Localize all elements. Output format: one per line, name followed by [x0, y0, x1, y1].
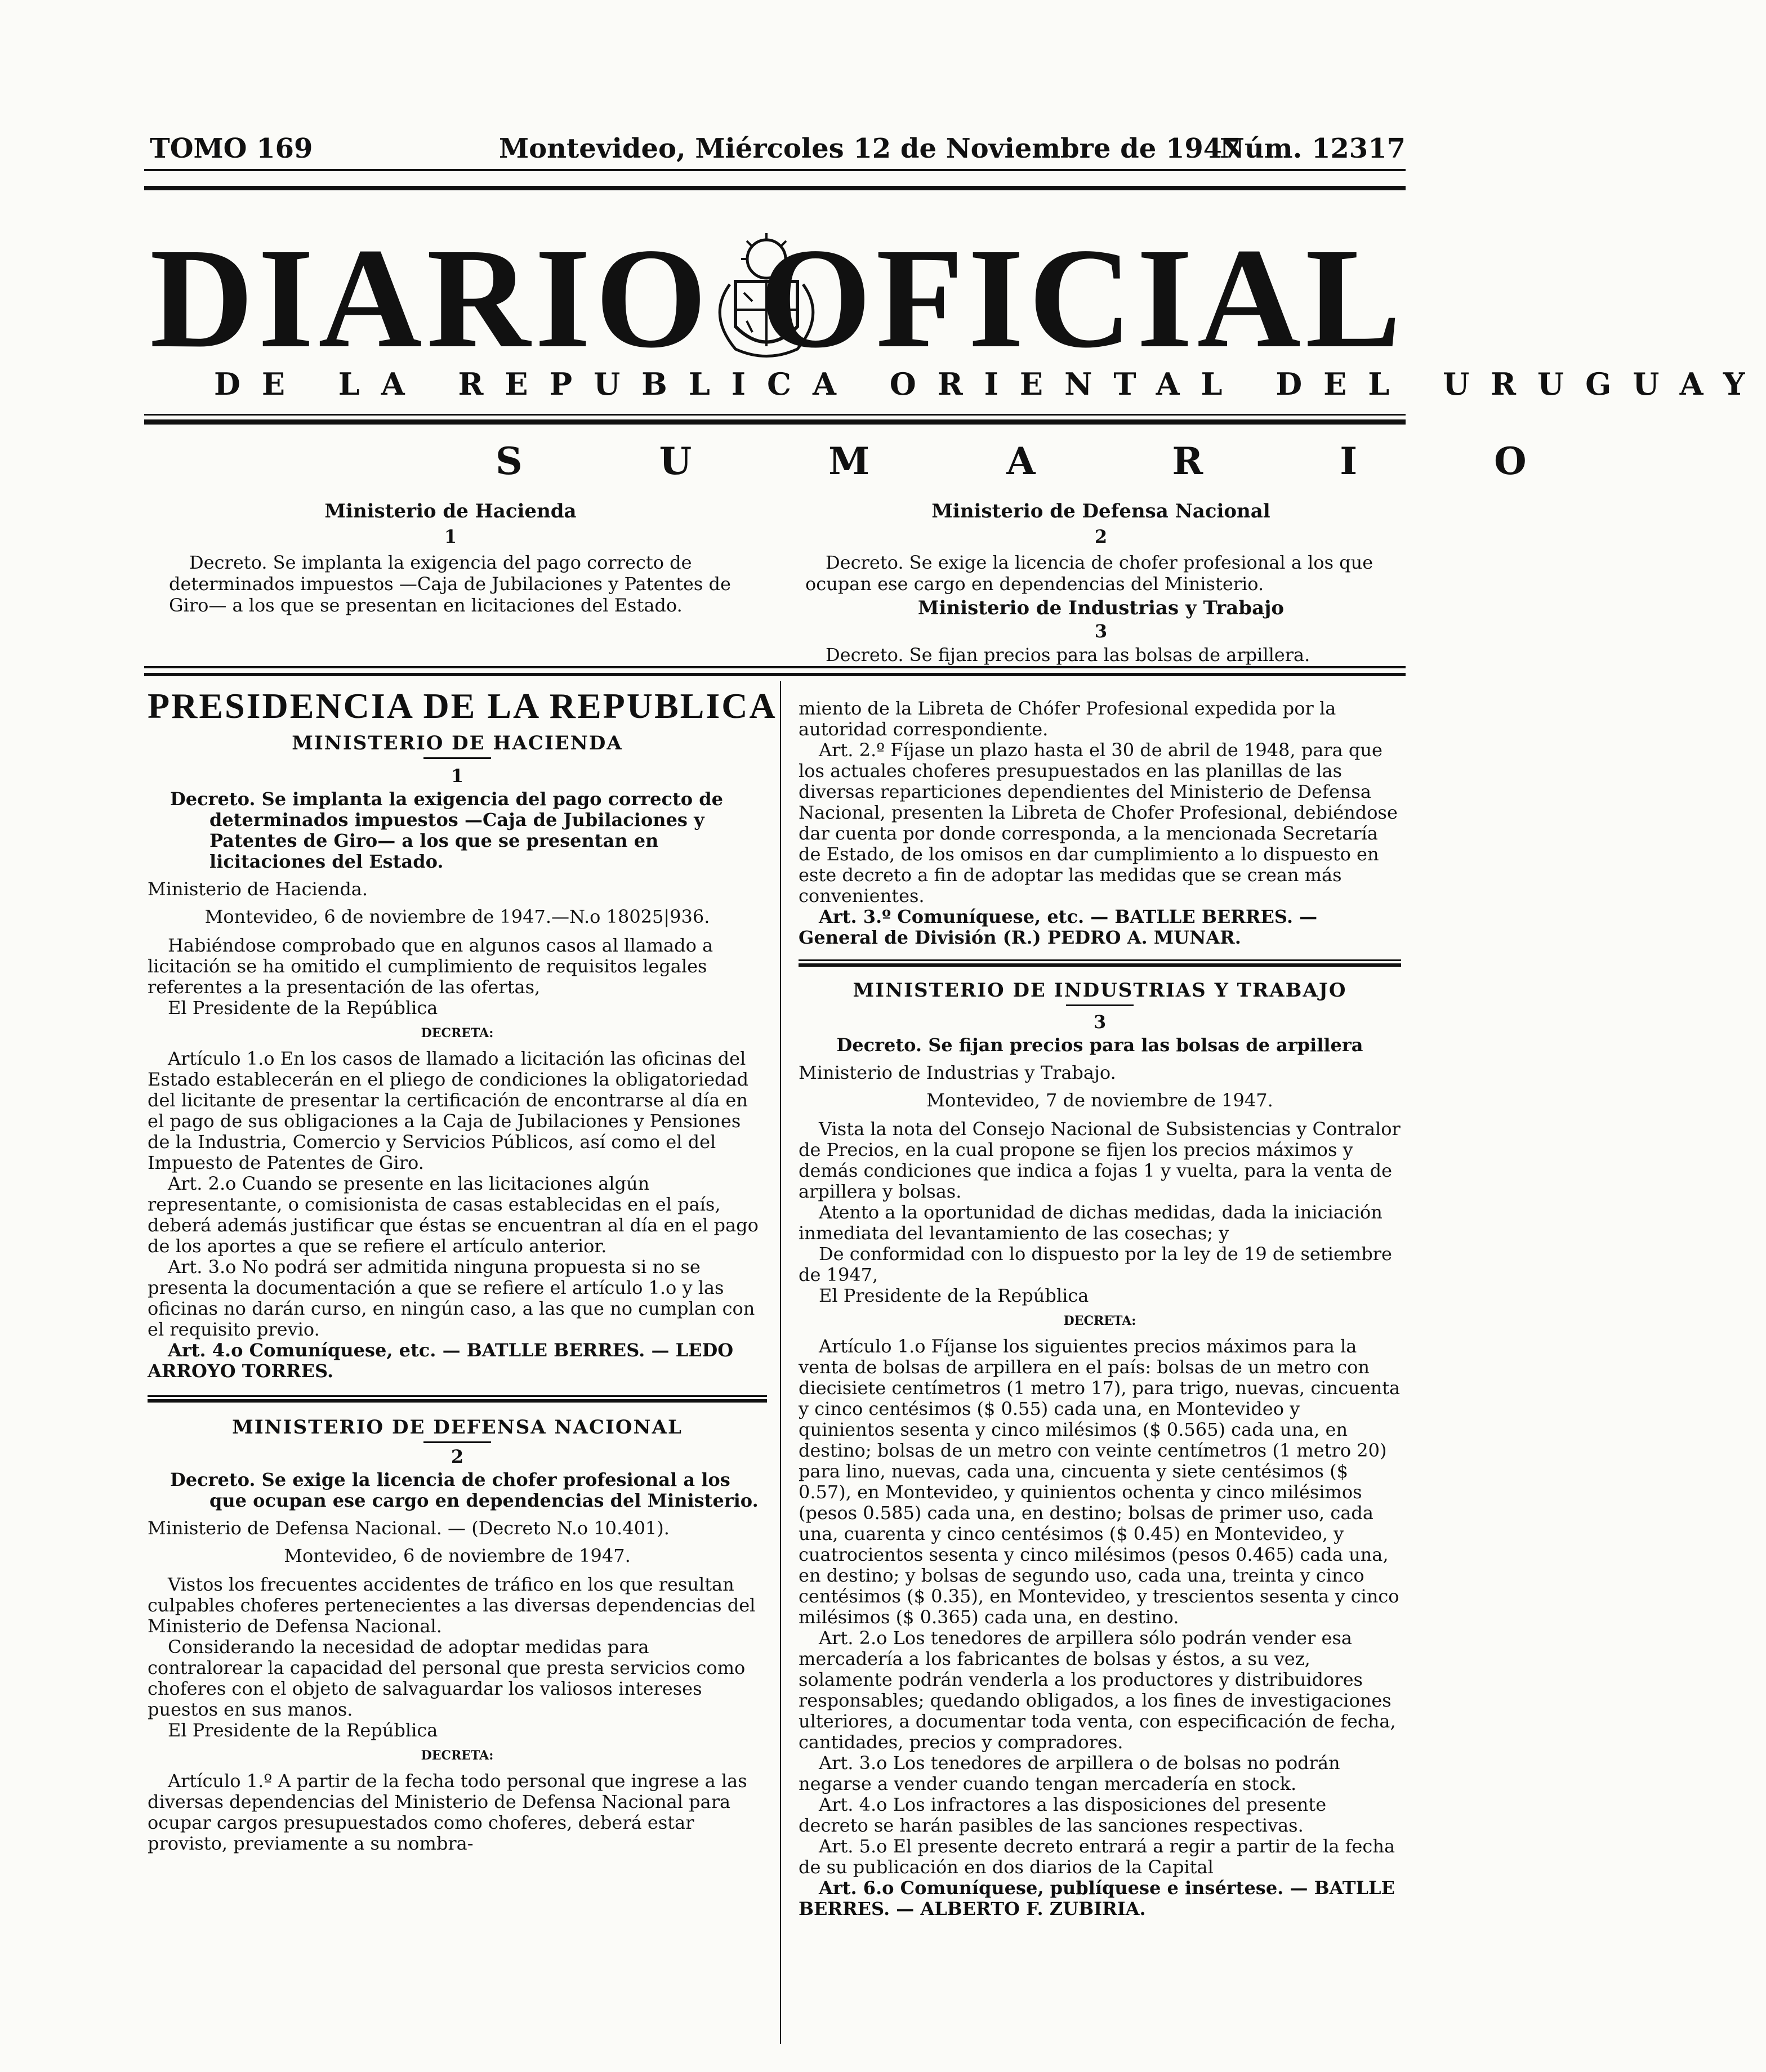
hacienda-paragraph-1: Habiéndose comprobado que en algunos casos al llamado a licitación se ha omitido el cumplimiento de requisitos legales referentes a la presentación de las ofertas,: [148, 935, 713, 998]
sumario-rule-thick: [144, 673, 1406, 676]
defensa-continuation: miento de la Libreta de Chófer Profesional expedida por la autoridad correspondiente.: [799, 698, 1336, 740]
industrias-article-6: Art. 6.o Comuníquese, publíquese e insértese. — BATLLE BERRES. — ALBERTO F. ZUBIRIA.: [799, 1877, 1395, 1919]
masthead-subtitle: DE LA REPUBLICA ORIENTAL DEL URUGUAY: [214, 366, 1766, 402]
sumario-rule: [144, 666, 1406, 668]
defensa-number: 2: [451, 1446, 464, 1467]
presidencia-heading: PRESIDENCIA DE LA REPUBLICA: [148, 686, 777, 726]
defensa-heading: MINISTERIO DE DEFENSA NACIONAL: [232, 1416, 683, 1439]
sumario-hacienda-number: 1: [444, 526, 457, 547]
industrias-article-1: Artículo 1.o Fíjanse los siguientes precios máximos para la venta de bolsas de arpillera en el país: bolsas de un metro con diecisiete centímetros (1 metro 17), para trigo, nuevas, cincuenta y cinco centésimos ($ 0.55) cada una, en Montevideo y quinientos sesenta y cinco milésimos ($ 0.565) cada una, en destino; bolsas de un metro con veinte centímetros (1 metro 20) para lino, nuevas, cada una, cincuenta y siete centésimos ($ 0.57), en Montevideo, y quinientos ochenta y cinco milésimos (pesos 0.585) cada una, en destino; bolsas de primer uso, cada una, cuarenta y cinco centésimos ($ 0.45) en Montevideo, y cuatrocientos sesenta y cinco milésimos (pesos 0.465) cada una, en destino; y bolsas de segundo uso, cada una, treinta y cinco centésimos ($ 0.35), en Montevideo, y trescientos sesenta y cinco milésimos ($ 0.365) cada una, en destino.: [799, 1336, 1401, 1628]
defensa-article-1: Artículo 1.º A partir de la fecha todo personal que ingrese a las diversas dependencias del Ministerio de Defensa Nacional para ocupar cargos presupuestados como choferes, deberá estar provisto, previamente a su nombra-: [148, 1770, 747, 1854]
industrias-top-rule: [799, 959, 1401, 961]
defensa-presidente: El Presidente de la República: [168, 1720, 438, 1741]
sumario-industrias-ministry: Ministerio de Industrias y Trabajo: [917, 597, 1285, 619]
industrias-article-4: Art. 4.o Los infractores a las disposiciones del presente decreto se harán pasibles de las sanciones respectivas.: [799, 1794, 1327, 1836]
sumario-industrias-text: Decreto. Se fijan precios para las bolsas de arpillera.: [826, 644, 1310, 666]
sumario-left: [169, 501, 732, 616]
hacienda-article-1: Artículo 1.o En los casos de llamado a licitación las oficinas del Estado establecerán en el pliego de condiciones la obligatoriedad del licitante de presentar la certificación de encontrarse al día en el pago de sus obligaciones a la Caja de Jubilaciones y Pensiones de la Industria, Comercio y Servicios Públicos, así como el del Impuesto de Patentes de Giro.: [148, 1048, 749, 1173]
hacienda-article-2: Art. 2.o Cuando se presente en las licitaciones algún representante, o comisionista de casas establecidas en el país, deberá además justificar que éstas se encuentran al día en el pago de los aportes a que se refiere el artículo anterior.: [148, 1173, 759, 1257]
industrias-decreta: DECRETA:: [1063, 1314, 1136, 1328]
sumario-defensa-text: Decreto. Se exige la licencia de chofer profesional a los que ocupan ese cargo en dependencias del Ministerio.: [805, 552, 1373, 595]
left-column: [148, 686, 777, 1854]
defensa-paragraph-1: Vistos los frecuentes accidentes de tráfico en los que resultan culpables choferes pertenecientes a las diversas dependencias del Ministerio de Defensa Nacional.: [148, 1574, 756, 1637]
masthead: [144, 219, 1406, 378]
top-rule-thick: [144, 186, 1406, 190]
hacienda-decreta: DECRETA:: [421, 1026, 494, 1041]
defensa-paragraph-2: Considerando la necesidad de adoptar medidas para contralorear la capacidad del personal que presta servicios como choferes con el objeto de salvaguardar los valiosos intereses puestos en sus manos.: [148, 1636, 746, 1720]
column-divider: [780, 681, 781, 2044]
subtitle-rule: [144, 414, 1406, 416]
hacienda-decree-title: Decreto. Se implanta la exigencia del pago correcto de determinados impuestos —Caja de Jubilaciones y Patentes de Giro— a los que se presentan en licitaciones del Estado.: [170, 788, 723, 872]
top-line: [144, 133, 1406, 167]
sumario-hacienda-text: Decreto. Se implanta la exigencia del pago correcto de determinados impuestos —Caja de Jubilaciones y Patentes de Giro— a los que se presentan en licitaciones del Estado.: [169, 552, 731, 616]
hacienda-article-4: Art. 4.o Comuníquese, etc. — BATLLE BERRES. — LEDO ARROYO TORRES.: [148, 1339, 734, 1382]
sumario-defensa-ministry: Ministerio de Defensa Nacional: [931, 500, 1270, 523]
hacienda-heading: MINISTERIO DE HACIENDA: [292, 732, 623, 754]
tomo-label: TOMO 169: [150, 133, 313, 164]
issue-number: Núm. 12317: [1220, 133, 1406, 164]
industrias-article-2: Art. 2.o Los tenedores de arpillera sólo podrán vender esa mercadería a los fabricantes de bolsas y éstos, a su vez, solamente podrán venderla a los productores y distribuidores responsables; quedando obligados, a los fines de investigaciones ulteriores, a documentar toda venta, con especificación de fecha, cantidades, precios y compradores.: [799, 1627, 1396, 1753]
industrias-paragraph-1: Vista la nota del Consejo Nacional de Subsistencias y Contralor de Precios, en la cual propone se fijen los precios máximos y demás condiciones que indica a fojas 1 y vuelta, para la venta de arpillera y bolsas.: [799, 1118, 1401, 1202]
hacienda-origin: Ministerio de Hacienda.: [148, 878, 368, 900]
hacienda-article-3: Art. 3.o No podrá ser admitida ninguna propuesta si no se presenta la documentación a que se refiere el artículo 1.o y las oficinas no darán curso, en ningún caso, a las que no cumplan con el requisito previo.: [148, 1256, 755, 1340]
sumario-industrias-number: 3: [1094, 620, 1108, 642]
top-rule: [144, 169, 1406, 171]
defensa-decreta: DECRETA:: [421, 1748, 494, 1763]
hacienda-presidente: El Presidente de la República: [168, 997, 438, 1019]
sumario-hacienda-ministry: Ministerio de Hacienda: [324, 500, 577, 523]
industrias-heading: MINISTERIO DE INDUSTRIAS Y TRABAJO: [853, 979, 1347, 1002]
industrias-number: 3: [1093, 1011, 1107, 1033]
sumario-right: [805, 501, 1397, 666]
hacienda-number: 1: [451, 765, 464, 787]
right-column: [799, 698, 1401, 1919]
industrias-rule: [1066, 1004, 1134, 1006]
defensa-decree-title: Decreto. Se exige la licencia de chofer profesional a los que ocupan ese cargo en dependencias del Ministerio.: [170, 1469, 759, 1511]
industrias-decree-title: Decreto. Se fijan precios para las bolsas de arpillera: [836, 1034, 1363, 1056]
defensa-date: Montevideo, 6 de noviembre de 1947.: [284, 1545, 631, 1566]
hacienda-rule: [423, 757, 491, 759]
issue-date: Montevideo, Miércoles 12 de Noviembre de 1947: [499, 133, 1241, 164]
hacienda-date: Montevideo, 6 de noviembre de 1947.—N.o 18025|936.: [204, 906, 710, 927]
subtitle-rule-thick: [144, 419, 1406, 425]
industrias-origin: Ministerio de Industrias y Trabajo.: [799, 1062, 1116, 1083]
sumario-title: S U M A R I O: [496, 439, 1589, 483]
defensa-article-2: Art. 2.º Fíjase un plazo hasta el 30 de abril de 1948, para que los actuales choferes presupuestados en las planillas de las diversas reparticiones dependientes del Ministerio de Defensa Nacional, presenten la Libreta de Chofer Profesional, debiéndose dar cuenta por donde corresponda, a la mencionada Secretaría de Estado, de los omisos en dar cumplimiento a lo dispuesto en este decreto a fin de adoptar las medidas que se crean más convenientes.: [799, 739, 1398, 906]
defensa-rule: [423, 1441, 491, 1443]
masthead-word-diario: DIARIO: [150, 219, 712, 378]
industrias-article-3: Art. 3.o Los tenedores de arpillera o de bolsas no podrán negarse a vender cuando tengan mercadería en stock.: [799, 1752, 1340, 1794]
industrias-date: Montevideo, 7 de noviembre de 1947.: [926, 1089, 1273, 1111]
defensa-origin: Ministerio de Defensa Nacional. — (Decreto N.o 10.401).: [148, 1517, 670, 1539]
industrias-article-5: Art. 5.o El presente decreto entrará a regir a partir de la fecha de su publicación en dos diarios de la Capital: [799, 1836, 1395, 1878]
sumario-defensa-number: 2: [1094, 526, 1108, 547]
defensa-top-rule: [148, 1395, 767, 1397]
industrias-top-rule-thick: [799, 963, 1401, 967]
industrias-presidente: El Presidente de la República: [819, 1285, 1089, 1306]
industrias-paragraph-3: De conformidad con lo dispuesto por la ley de 19 de setiembre de 1947,: [799, 1243, 1392, 1285]
defensa-article-3: Art. 3.º Comuníquese, etc. — BATLLE BERRES. — General de División (R.) PEDRO A. MUNAR.: [799, 906, 1318, 948]
industrias-paragraph-2: Atento a la oportunidad de dichas medidas, dada la iniciación inmediata del levantamiento de las cosechas; y: [799, 1202, 1383, 1244]
defensa-top-rule-thick: [148, 1399, 767, 1403]
masthead-word-oficial: OFICIAL: [760, 219, 1406, 378]
